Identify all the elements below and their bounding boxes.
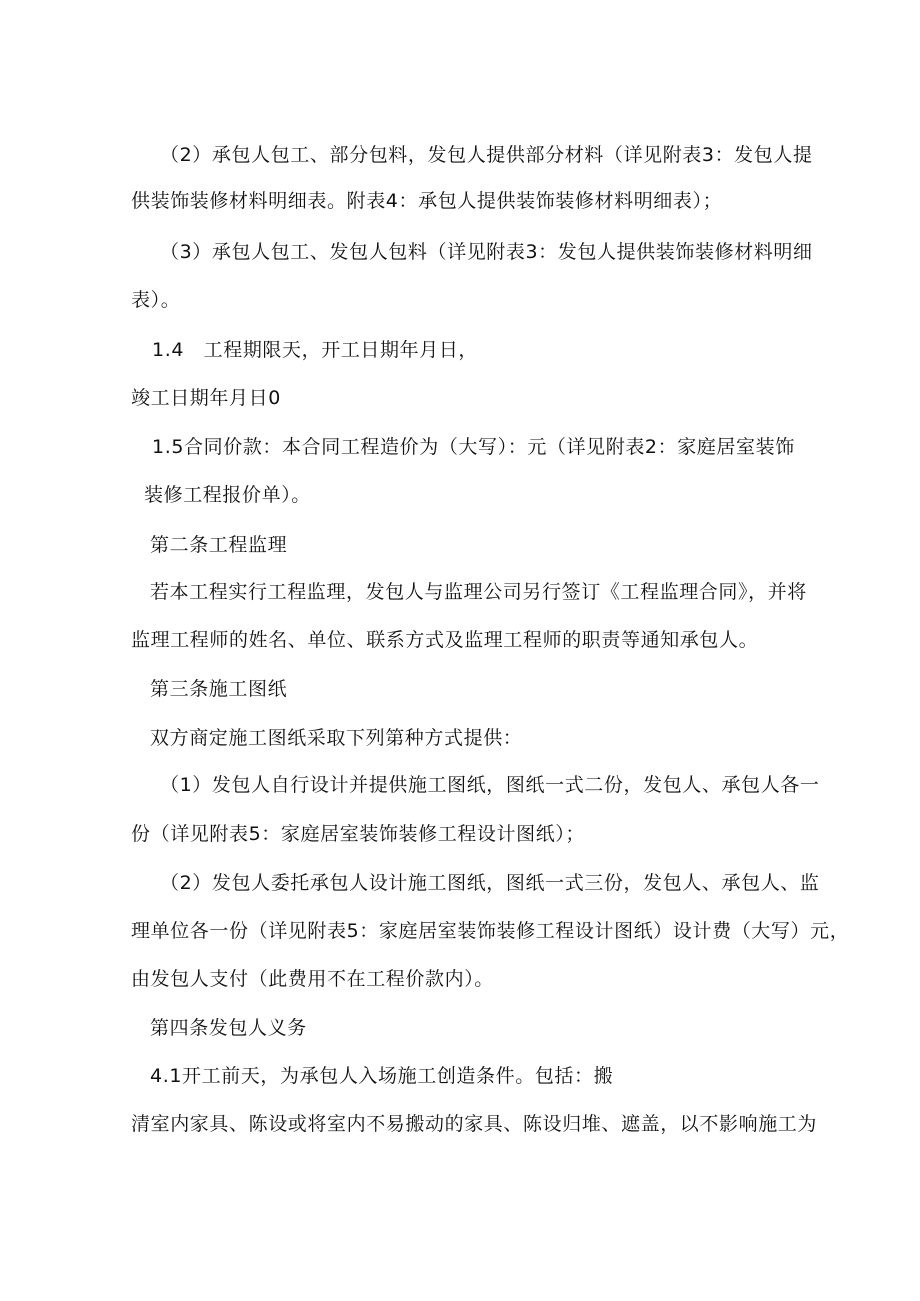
- paragraph-line: （3）承包人包工、发包人包料（详见附表3：发包人提供装饰装修材料明细: [160, 241, 813, 263]
- paragraph-line: 份（详见附表5：家庭居室装饰装修工程设计图纸）；: [131, 823, 585, 845]
- section-heading: 第三条施工图纸: [150, 678, 288, 700]
- paragraph-line: 装修工程报价单）。: [144, 484, 311, 506]
- section-heading: 第四条发包人义务: [150, 1017, 307, 1039]
- paragraph-line: 双方商定施工图纸采取下列第种方式提供：: [150, 727, 523, 749]
- paragraph-line: 竣工日期年月日0: [131, 387, 281, 409]
- paragraph-line: （1）发包人自行设计并提供施工图纸，图纸一式二份，发包人、承包人各一: [160, 774, 820, 796]
- paragraph-line: 供装饰装修材料明细表。附表4：承包人提供装饰装修材料明细表）；: [131, 190, 723, 212]
- paragraph-line: 监理工程师的姓名、单位、联系方式及监理工程师的职责等通知承包人。: [131, 629, 759, 651]
- paragraph-line: （2）承包人包工、部分包料，发包人提供部分材料（详见附表3：发包人提: [160, 144, 813, 166]
- paragraph-line: 理单位各一份（详见附表5：家庭居室装饰装修工程设计图纸）设计费（大写）元，: [131, 920, 850, 942]
- paragraph-line: 表）。: [131, 289, 181, 311]
- section-heading: 第二条工程监理: [150, 534, 288, 556]
- paragraph-line: 1.4 工程期限天，开工日期年月日，: [152, 339, 479, 361]
- paragraph-line: 若本工程实行工程监理，发包人与监理公司另行签订《工程监理合同》，并将: [150, 581, 807, 603]
- paragraph-line: 1.5合同价款：本合同工程造价为（大写）：元（详见附表2：家庭居室装饰: [152, 436, 795, 458]
- paragraph-line: 由发包人支付（此费用不在工程价款内）。: [131, 968, 494, 990]
- paragraph-line: 4.1开工前天，为承包人入场施工创造条件。包括：搬: [150, 1065, 614, 1087]
- paragraph-line: 清室内家具、陈设或将室内不易搬动的家具、陈设归堆、遮盖，以不影响施工为: [131, 1113, 818, 1135]
- paragraph-line: （2）发包人委托承包人设计施工图纸，图纸一式三份，发包人、承包人、监: [160, 872, 820, 894]
